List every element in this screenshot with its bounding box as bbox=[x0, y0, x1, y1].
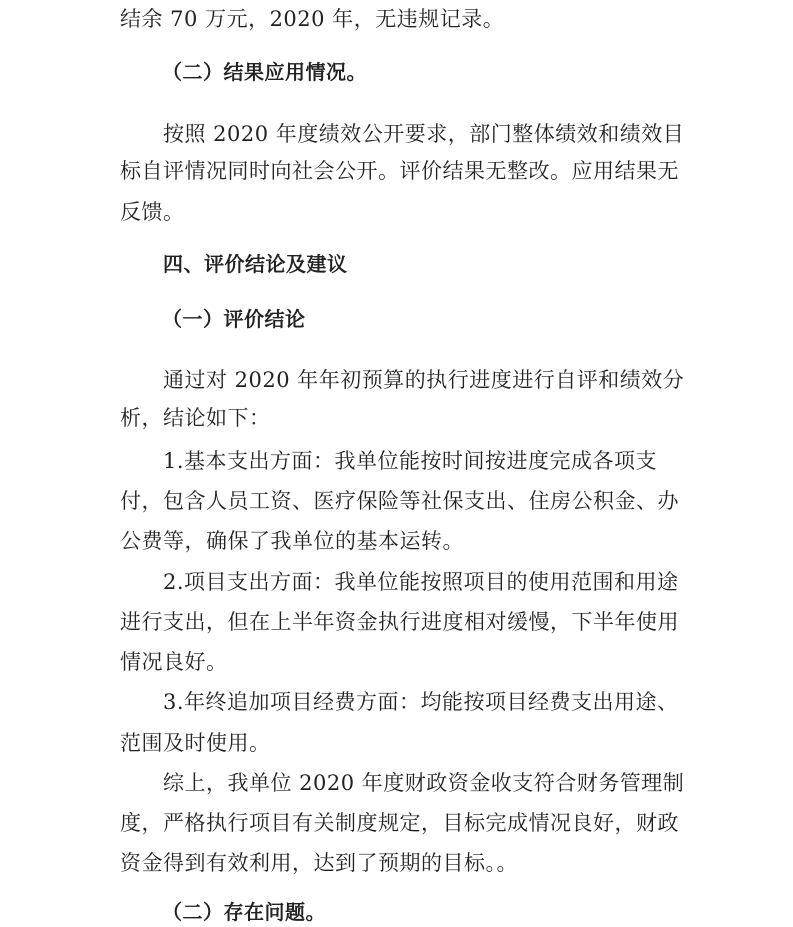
paragraph-line: 按照 2020 年度绩效公开要求，部门整体绩效和绩效目 bbox=[163, 122, 685, 146]
paragraph-line: 度，严格执行项目有关制度规定，目标完成情况良好，财政 bbox=[120, 811, 679, 835]
list-item-additional-funds: 3.年终追加项目经费方面：均能按项目经费支出用途、 bbox=[163, 690, 679, 714]
paragraph-line: 情况良好。 bbox=[120, 650, 228, 674]
list-item-basic-expenditure: 1.基本支出方面：我单位能按时间按进度完成各项支 bbox=[163, 449, 658, 473]
paragraph-line: 付，包含人员工资、医疗保险等社保支出、住房公积金、办 bbox=[120, 489, 679, 513]
section-heading-evaluation-conclusion: （一）评价结论 bbox=[162, 307, 306, 331]
list-item-project-expenditure: 2.项目支出方面：我单位能按照项目的使用范围和用途 bbox=[163, 570, 679, 594]
paragraph-line: 通过对 2020 年年初预算的执行进度进行自评和绩效分 bbox=[163, 368, 685, 392]
paragraph-line: 标自评情况同时向社会公开。评价结果无整改。应用结果无 bbox=[120, 159, 679, 183]
paragraph-line: 资金得到有效利用，达到了预期的目标。。 bbox=[120, 851, 518, 875]
chapter-heading-conclusion: 四、评价结论及建议 bbox=[163, 252, 348, 276]
paragraph-line: 反馈。 bbox=[120, 200, 185, 224]
paragraph-line: 析，结论如下： bbox=[120, 406, 271, 430]
paragraph-line: 公费等，确保了我单位的基本运转。 bbox=[120, 529, 464, 553]
section-heading-existing-problems: （二）存在问题。 bbox=[162, 900, 326, 924]
paragraph-line: 范围及时使用。 bbox=[120, 731, 271, 755]
paragraph-line: 结余 70 万元，2020 年，无违规记录。 bbox=[120, 7, 505, 31]
section-heading-result-application: （二）结果应用情况。 bbox=[162, 60, 367, 84]
paragraph-line: 综上，我单位 2020 年度财政资金收支符合财务管理制 bbox=[163, 771, 685, 795]
paragraph-line: 进行支出，但在上半年资金执行进度相对缓慢，下半年使用 bbox=[120, 610, 679, 634]
